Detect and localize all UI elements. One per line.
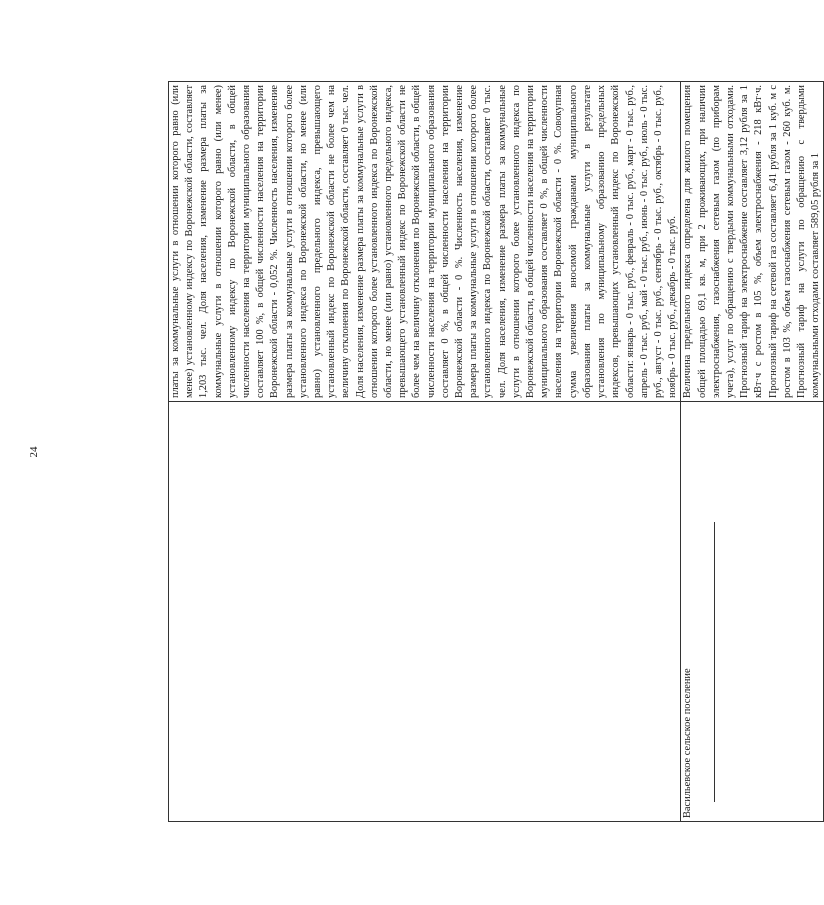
- index-description-cell: Величина предельного индекса определена для жилого помещения общей площадью 69,1 кв. м, при 2 проживающих, при наличии электроснабжения, газоснабжения сетевым газом (по приборам учета), услуг по обращению с твердыми коммунальными отходами. Прогнозный тариф на электроснабжение составляет 3,12 рубля за 1 кВт·ч с ростом в 105 %, объем электроснабжения - 218 кВт·ч. Прогнозный тариф на сетевой газ составляет 6,41 рубля за 1 куб. м с ростом в 103 %, объем газоснабжения сетевым газом - 260 куб. м. Прогнозный тариф на услуги по обращению с твердыми коммунальными отходами составляет 589,05 рубля за 1: [681, 82, 824, 402]
- table-row: [169, 82, 681, 822]
- table-row: [681, 82, 824, 822]
- settlement-name-cell: Васильевское сельское поселение: [681, 402, 824, 822]
- rotated-page-content: [168, 82, 822, 822]
- settlement-name-cell: [169, 402, 681, 822]
- page-number: 24: [28, 446, 40, 458]
- footer-rule: [714, 522, 715, 802]
- tariff-table: [168, 81, 824, 822]
- index-description-cell: платы за коммунальные услуги в отношении которого равно (или менее) установленному индексу по Воронежской области, составляет 1,203 тыс. чел. Доля населения, изменение размера платы за коммунальные услуги в отношении которого равно (или менее) установленному индексу по Воронежской области, в общей численности населения на территории муниципального образования составляет 100 %, в общей численности населения на территории Воронежской области - 0,052 %. Численность населения, изменение размера платы за коммунальные услуги в отношении которого более установленного индекса по Воронежской области, но менее (или равно) установленного предельного индекса, превышающего установленный индекс по Воронежской области не более чем на величину отклонения по Воронежской области, составляет 0 тыс. чел. Доля населения, изменение размера платы за коммунальные услуги в отношении которого более установленного индекса по Воронежской области, но менее (или равно) установленного предельного индекса, превышающего установленный индекс по Воронежской области не более чем на величину отклонения по Воронежской области, в общей численности населения на территории муниципального образования составляет 0 %, в общей численности населения на территории Воронежской области - 0 %. Численность населения, изменение размера платы за коммунальные услуги в отношении которого более установленного индекса по Воронежской области, составляет 0 тыс. чел. Доля населения, изменение размера платы за коммунальные услуги в отношении которого более установленного индекса по Воронежской области, в общей численности населения на территории муниципального образования составляет 0 %, в общей численности населения на территории Воронежской области - 0 %. Совокупная сумма увеличения вносимой гражданами муниципального образования платы за коммунальные услуги в результате установления по муниципальному образованию предельных индексов, превышающих установленный индекс по Воронежской области: январь - 0 тыс. руб., февраль - 0 тыс. руб., март - 0 тыс. руб., апрель - 0 тыс. руб., май - 0 тыс. руб., июнь - 0 тыс. руб., июль - 0 тыс. руб., август - 0 тыс. руб., сентябрь - 0 тыс. руб., октябрь - 0 тыс. руб., ноябрь - 0 тыс. руб., декабрь - 0 тыс. руб.: [169, 82, 681, 402]
